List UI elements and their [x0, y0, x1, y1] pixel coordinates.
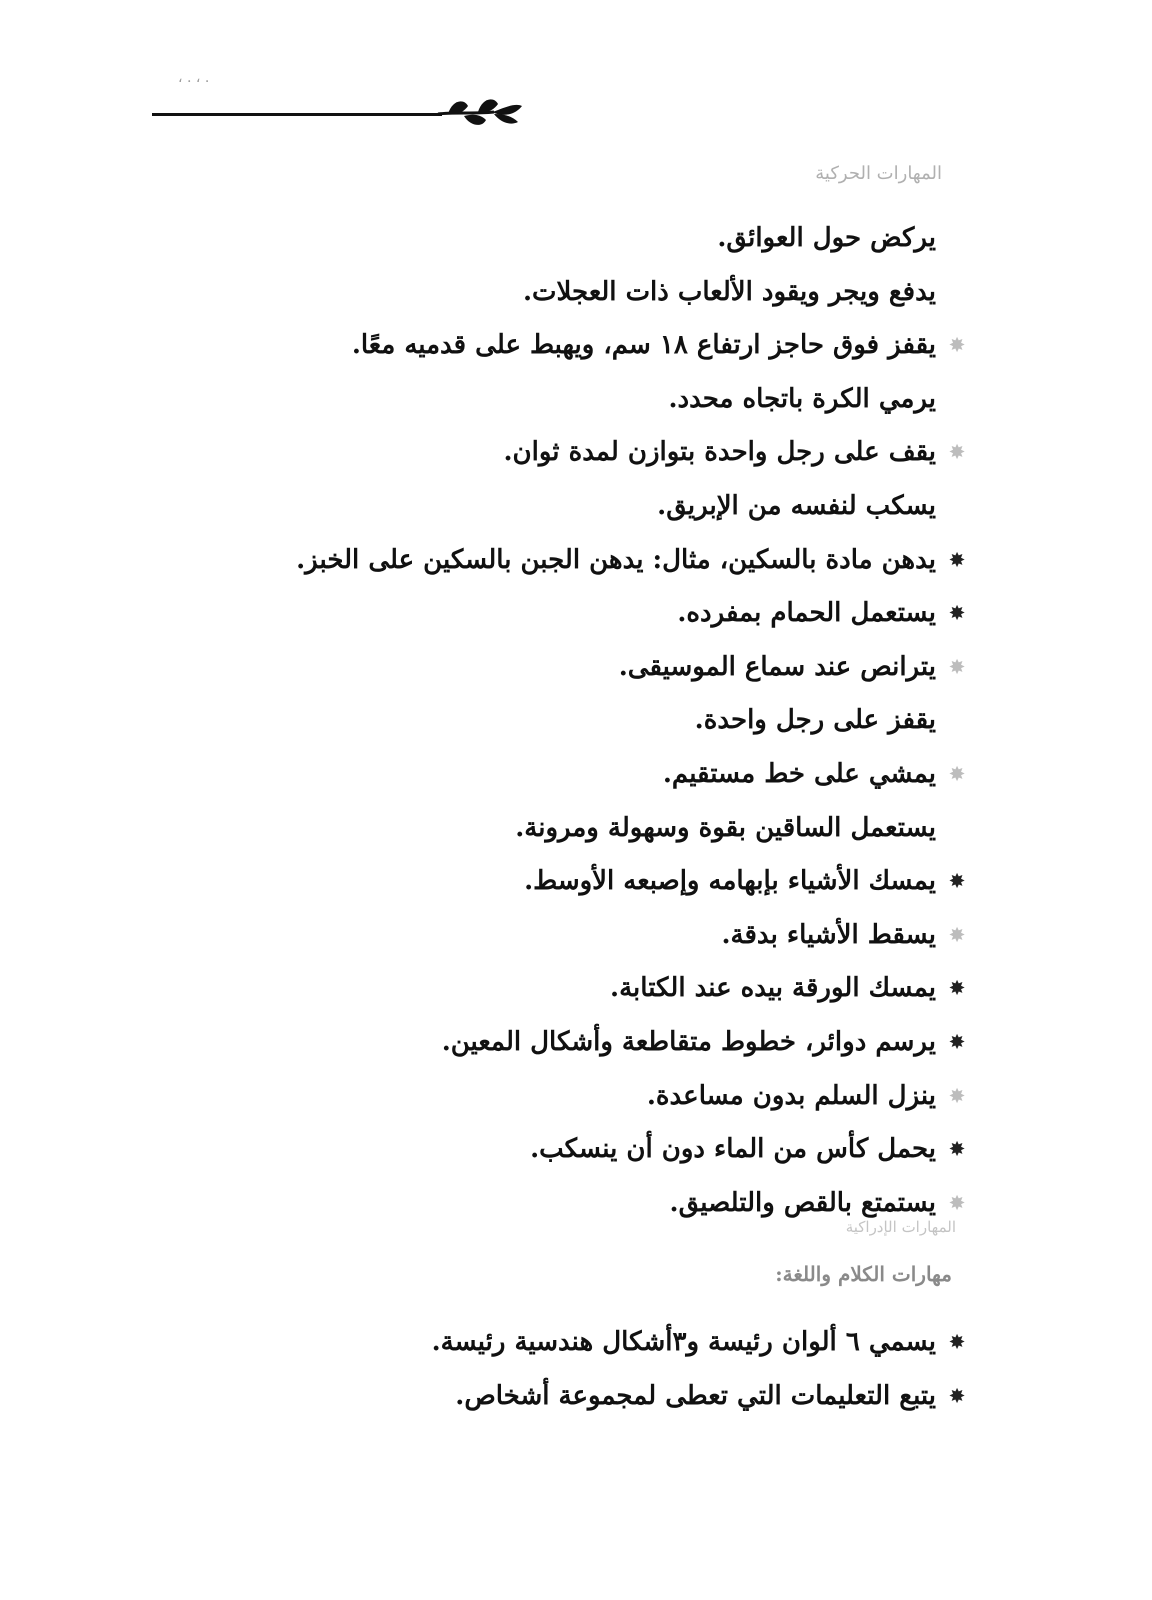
list-item — [116, 480, 936, 534]
list-item — [116, 802, 936, 856]
list-item — [116, 1070, 965, 1124]
list-item — [116, 641, 965, 695]
list-item-text: يقفز على رجل واحدة. — [694, 705, 936, 736]
list-item-text: يسقط الأشياء بدقة. — [721, 919, 936, 950]
leaf-ornament-icon — [434, 92, 526, 132]
subsection-faint-heading: المهارات الإدراكية — [845, 1218, 956, 1236]
bullet-star-icon: ✸ — [949, 442, 965, 464]
bullet-star-icon: ✸ — [949, 924, 965, 946]
section-heading: المهارات الحركية — [815, 163, 942, 184]
bullet-star-icon: ✸ — [949, 978, 965, 1000]
list-item — [116, 1370, 965, 1424]
list-item-text: يقف على رجل واحدة بتوازن لمدة ثوان. — [503, 437, 936, 468]
bullet-star-icon: ✸ — [949, 549, 965, 571]
list-item — [116, 1123, 965, 1177]
list-item — [116, 962, 965, 1016]
bullet-star-icon: ✸ — [949, 763, 965, 785]
bullet-star-icon: ✸ — [949, 1139, 965, 1161]
bullet-star-icon: ✸ — [949, 1031, 965, 1053]
list-item — [116, 426, 965, 480]
bullet-star-icon: ✸ — [949, 656, 965, 678]
list-item-text: ينزل السلم بدون مساعدة. — [646, 1080, 936, 1111]
bullet-star-icon: ✸ — [949, 1085, 965, 1107]
list-item — [116, 1316, 965, 1370]
list-item — [116, 587, 965, 641]
header-rule — [152, 113, 442, 116]
list-item — [116, 748, 965, 802]
list-item — [116, 266, 936, 320]
list-item — [116, 212, 936, 266]
language-skills-list — [116, 1316, 965, 1423]
list-item — [116, 534, 965, 588]
list-item-text: يستعمل الحمام بمفرده. — [677, 598, 936, 629]
list-item — [116, 319, 965, 373]
list-item-text: يمشي على خط مستقيم. — [662, 758, 936, 789]
list-item — [116, 909, 965, 963]
list-item — [116, 1177, 965, 1231]
list-item-text: يقفز فوق حاجز ارتفاع ١٨ سم، ويهبط على قدميه معًا. — [351, 330, 936, 361]
list-item-text: يستمتع بالقص والتلصيق. — [669, 1187, 936, 1218]
list-item-text: يركض حول العوائق. — [717, 223, 936, 253]
list-item-text: يستعمل الساقين بقوة وسهولة ومرونة. — [515, 812, 936, 843]
list-item-text: يتبع التعليمات التي تعطى لمجموعة أشخاص. — [455, 1380, 936, 1411]
list-item — [116, 373, 936, 427]
list-item — [116, 855, 965, 909]
bullet-star-icon: ✸ — [949, 871, 965, 893]
header-faint-marks: ، . ، . — [178, 70, 210, 86]
bullet-star-icon: ✸ — [949, 1332, 965, 1353]
bullet-star-icon: ✸ — [949, 1385, 965, 1407]
subsection-heading: مهارات الكلام واللغة: — [775, 1262, 952, 1286]
list-item — [116, 1016, 965, 1070]
list-item-text: يدهن مادة بالسكين، مثال: يدهن الجبن بالسكين على الخبز. — [296, 544, 936, 575]
list-item-text: يدفع ويجر ويقود الألعاب ذات العجلات. — [523, 276, 936, 307]
list-item-text: يسكب لنفسه من الإبريق. — [657, 490, 936, 521]
list-item-text: يحمل كأس من الماء دون أن ينسكب. — [530, 1134, 936, 1165]
list-item-text: يرسم دوائر، خطوط متقاطعة وأشكال المعين. — [441, 1026, 936, 1057]
skills-list — [116, 212, 965, 1230]
list-item-text: يرمي الكرة باتجاه محدد. — [668, 383, 936, 414]
list-item-text: يترانص عند سماع الموسيقى. — [618, 651, 936, 682]
list-item — [116, 694, 936, 748]
bullet-star-icon: ✸ — [949, 603, 965, 625]
list-item-text: يمسك الأشياء بإبهامه وإصبعه الأوسط. — [524, 866, 936, 897]
list-item-text: يمسك الورقة بيده عند الكتابة. — [610, 973, 936, 1004]
bullet-star-icon: ✸ — [949, 335, 965, 357]
list-item-text: يسمي ٦ ألوان رئيسة و٣أشكال هندسية رئيسة. — [431, 1327, 936, 1357]
bullet-star-icon: ✸ — [949, 1192, 965, 1214]
